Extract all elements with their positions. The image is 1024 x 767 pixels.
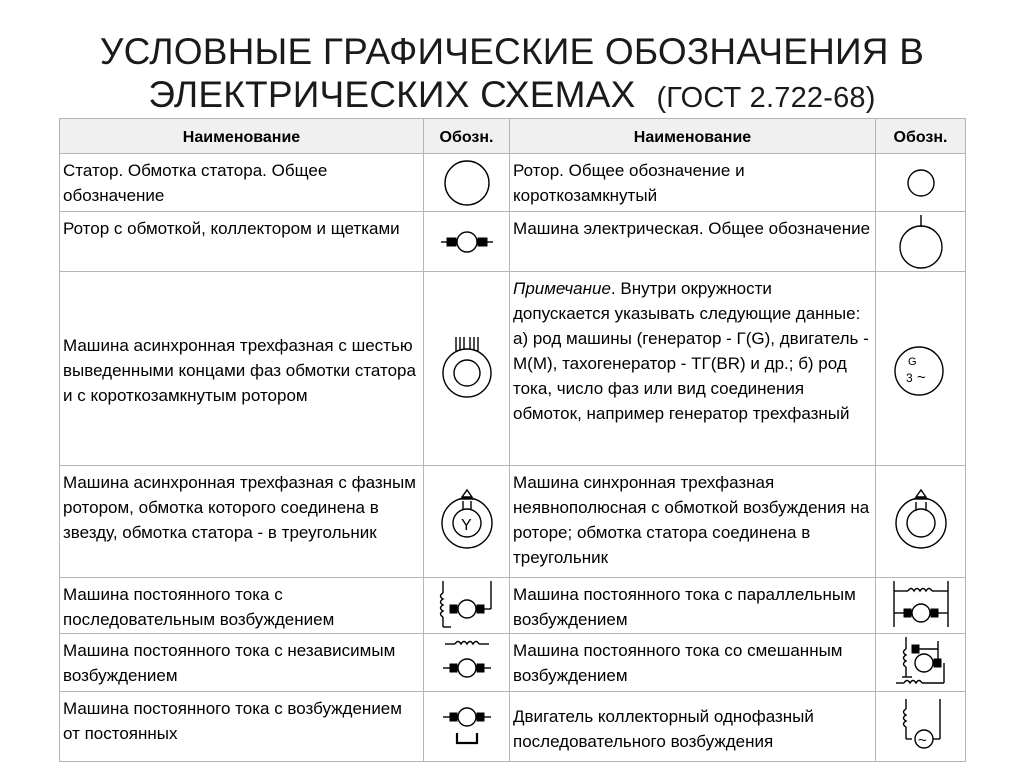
note-text: . Внутри окружности допускается указывать следующие данные: а) род машины (генератор - Г(G), двигатель - М(М), тахогенератор - ТГ(BR) и др.; б) род тока, число фаз или вид соединения обмоток, например генератор трехфазный (513, 279, 869, 423)
name-cell-right (510, 272, 876, 466)
circle-large-icon (437, 158, 497, 208)
note-label: Примечание (513, 279, 611, 298)
async-machine-squirrel-cage-icon (434, 331, 500, 407)
symbol-cell-right (876, 466, 966, 578)
name-cell-right: Машина постоянного тока со смешанным возбуждением (510, 634, 876, 692)
name-cell-right: Двигатель коллекторный однофазный последовательного возбуждения (510, 692, 876, 762)
header-name-right: Наименование (510, 119, 876, 154)
name-cell-right: Машина постоянного тока с параллельным возбуждением (510, 578, 876, 634)
title-line-2-text: ЭЛЕКТРИЧЕСКИХ СХЕМАХ (148, 74, 636, 115)
symbol-cell-left (424, 154, 510, 212)
title-line-1: УСЛОВНЫЕ ГРАФИЧЕСКИЕ ОБОЗНАЧЕНИЯ В (99, 31, 925, 72)
symbols-table (59, 118, 966, 762)
symbol-cell-left (424, 272, 510, 466)
page-title (0, 30, 1024, 120)
symbol-cell-right (876, 272, 966, 466)
name-cell-left: Машина постоянного тока с последовательным возбуждением (60, 578, 424, 634)
symbol-cell-left (424, 634, 510, 692)
dc-shunt-excitation-icon (888, 579, 954, 633)
generator-letter: G (907, 355, 917, 368)
dc-separate-excitation-icon (435, 636, 499, 690)
electric-machine-icon (891, 213, 951, 271)
name-cell-left: Ротор с обмоткой, коллектором и щетками (60, 212, 424, 272)
generator-three-phase-icon (889, 337, 953, 401)
name-cell-right: Машина электрическая. Общее обозначение (510, 212, 876, 272)
generator-phase-count: 3 (905, 370, 913, 385)
symbol-cell-left (424, 578, 510, 634)
symbol-cell-left (424, 212, 510, 272)
title-standard: (ГОСТ 2.722-68) (656, 82, 876, 114)
table-row (60, 212, 966, 272)
commutator-rotor-icon (435, 222, 499, 262)
name-cell-right: Машина синхронная трехфазная неявнополюсная с обмоткой возбуждения на роторе; обмотка статора соединена в треугольник (510, 466, 876, 578)
symbol-cell-right (876, 212, 966, 272)
async-machine-wound-rotor-icon (434, 487, 500, 557)
table-row (60, 272, 966, 466)
dc-permanent-magnet-icon (435, 697, 499, 757)
symbol-cell-right (876, 634, 966, 692)
dc-series-excitation-icon (435, 579, 499, 633)
circle-small-icon (901, 163, 941, 203)
name-cell-left: Машина асинхронная трехфазная с фазным ротором, обмотка которого соединена в звезду, обмотка статора - в треугольник (60, 466, 424, 578)
symbol-cell-right (876, 578, 966, 634)
table-row (60, 578, 966, 634)
name-cell-left: Машина постоянного тока с возбуждением от постоянных (60, 692, 424, 762)
title-line-2 (0, 73, 1024, 120)
table-row (60, 154, 966, 212)
header-symbol-right: Обозн. (876, 119, 966, 154)
name-cell-right: Ротор. Общее обозначение и короткозамкнутый (510, 154, 876, 212)
symbol-cell-left (424, 466, 510, 578)
header-symbol-left: Обозн. (424, 119, 510, 154)
header-name-left: Наименование (60, 119, 424, 154)
ac-commutator-motor-icon (888, 695, 954, 759)
table-row (60, 634, 966, 692)
name-cell-left: Машина постоянного тока с независимым возбуждением (60, 634, 424, 692)
name-cell-left: Статор. Обмотка статора. Общее обозначение (60, 154, 424, 212)
name-cell-left: Машина асинхронная трехфазная с шестью выведенными концами фаз обмотки статора и с короткозамкнутым ротором (60, 272, 424, 466)
table-header-row (60, 119, 966, 154)
generator-wave: ~ (916, 368, 926, 386)
dc-compound-excitation-icon (888, 635, 954, 691)
table-row (60, 466, 966, 578)
star-connection-symbol: Y (460, 516, 472, 534)
ac-wave-symbol: ~ (917, 731, 927, 749)
symbol-cell-right (876, 692, 966, 762)
synchronous-machine-icon (888, 487, 954, 557)
symbol-cell-right (876, 154, 966, 212)
symbol-cell-left (424, 692, 510, 762)
table-row (60, 692, 966, 762)
